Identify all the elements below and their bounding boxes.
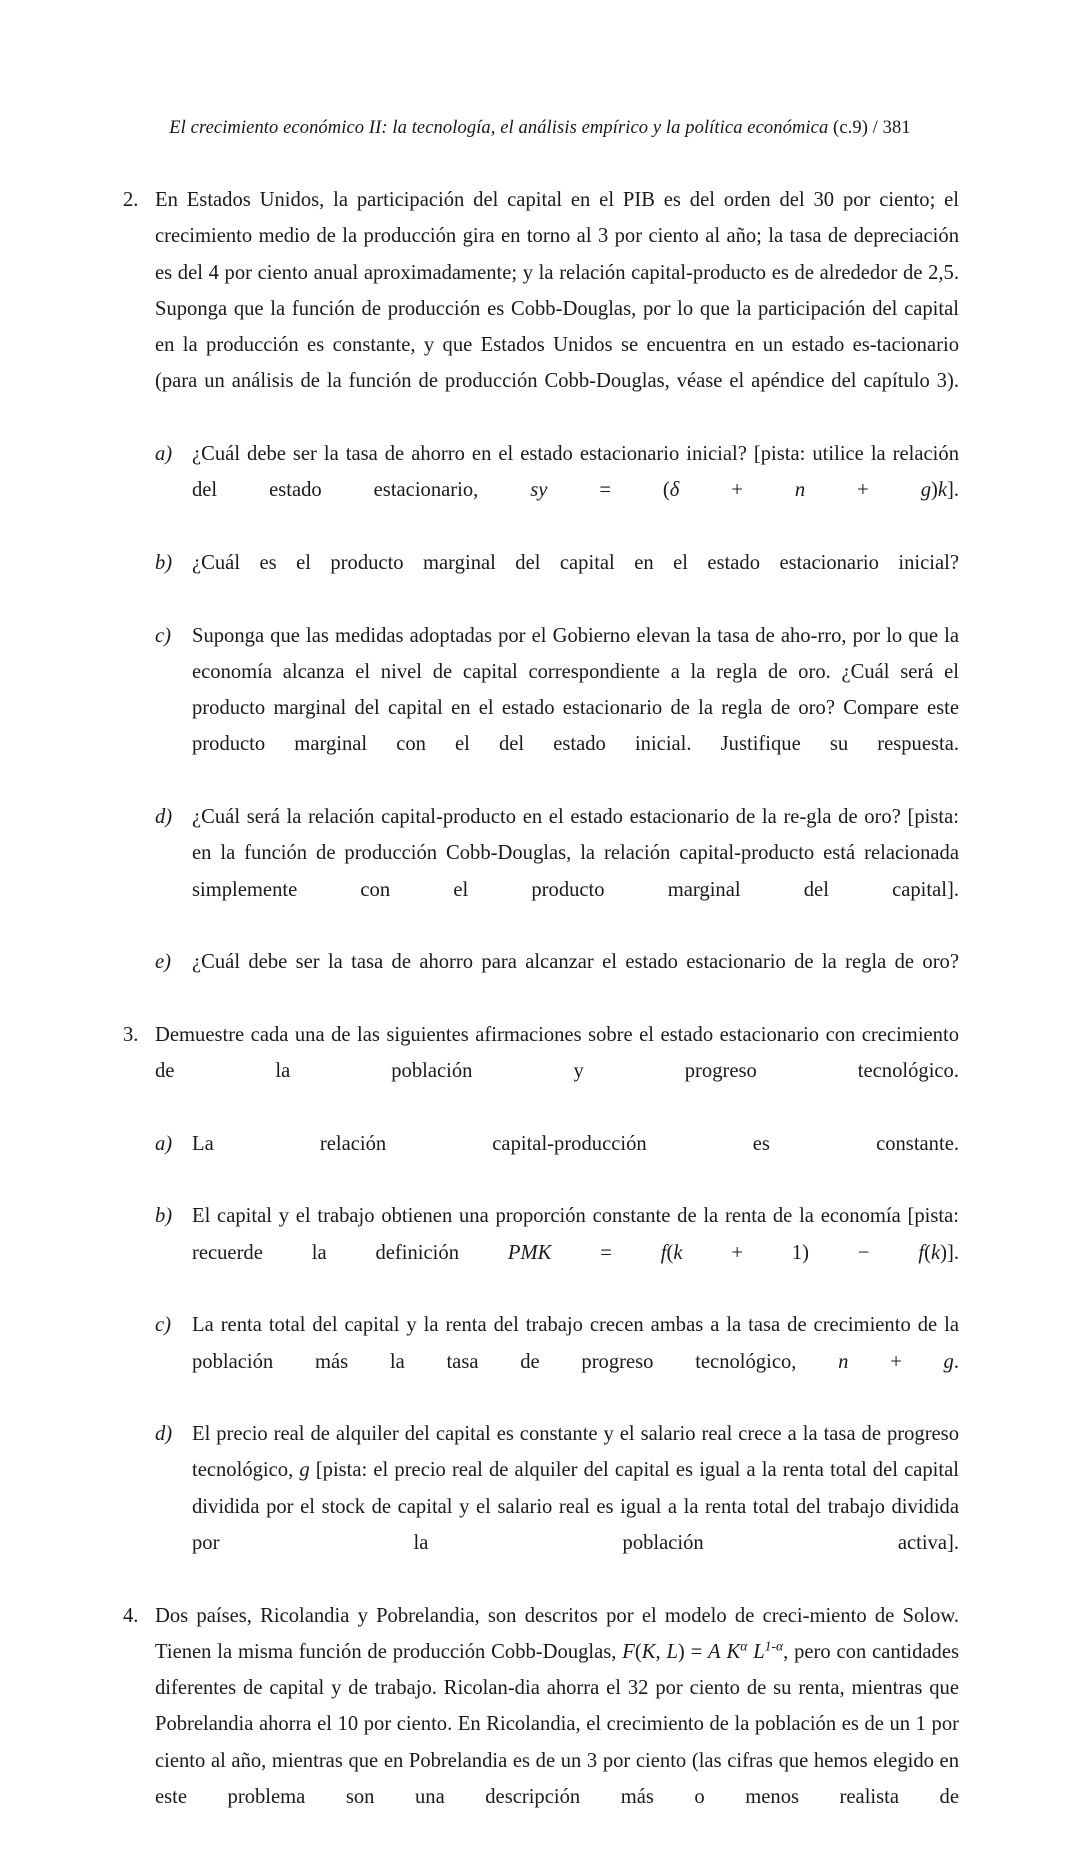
subitem-marker: c)	[155, 1314, 171, 1337]
formula-variable: g	[920, 479, 931, 502]
exercise-subitem	[155, 944, 959, 1017]
exercise-item	[123, 182, 959, 436]
subitem-content	[192, 618, 959, 799]
formula-operator: )	[940, 1241, 947, 1264]
subitem-paragraph: ¿Cuál es el producto marginal del capital en el estado estacionario inicial?	[192, 551, 959, 574]
formula-variable: k	[937, 479, 947, 502]
formula-variable: f	[660, 1241, 667, 1264]
formula-variable: A	[708, 1640, 721, 1663]
subitem-text-post: [pista: el precio real de alquiler del capital es igual a la renta total del capital dividida por el stock de capital y el salario real es igual a la renta total del trabajo dividida por la población activa].	[192, 1459, 959, 1554]
subitem-paragraph: ¿Cuál debe ser la tasa de ahorro para alcanzar el estado estacionario de la regla de oro?	[192, 951, 959, 974]
formula-operator: +	[848, 1350, 944, 1373]
formula-operator: +	[805, 479, 921, 502]
exercise-item	[123, 1598, 959, 1852]
item-content	[155, 1598, 959, 1852]
subitem-marker: a)	[155, 1132, 173, 1155]
item-paragraph	[155, 1598, 959, 1852]
formula-variable: K	[726, 1640, 741, 1663]
subitem-content	[192, 944, 959, 1017]
subitem-content	[192, 545, 959, 618]
formula-variable: F	[622, 1640, 635, 1663]
formula-operator: +	[679, 479, 795, 502]
exercise-subitem	[155, 1198, 959, 1307]
subitem-marker: d)	[155, 806, 173, 829]
formula-variable: L	[753, 1640, 765, 1663]
subitem-marker: c)	[155, 624, 171, 647]
item-marker: 2.	[123, 189, 139, 211]
subitem-content	[192, 799, 959, 944]
subitem-content	[192, 1307, 959, 1416]
formula-variable: n	[838, 1350, 849, 1373]
formula-operator: )	[930, 479, 938, 502]
subitem-text-post: .	[953, 1350, 959, 1373]
subitem-content	[192, 436, 959, 545]
formula-exponent: 1-α	[764, 1638, 784, 1654]
running-head-folio: (c.9) / 381	[828, 118, 911, 138]
formula-variable: δ	[669, 479, 680, 502]
formula-variable: K	[641, 1640, 656, 1663]
item-paragraph: Demuestre cada una de las siguientes afirmaciones sobre el estado estacionario con crecimiento de la población y progreso tecnológico.	[155, 1023, 959, 1083]
subitem-content	[192, 1126, 959, 1199]
subitem-paragraph	[192, 1416, 959, 1597]
exercise-subitem	[155, 1307, 959, 1416]
exercise-subitem	[155, 618, 959, 799]
subitem-paragraph: Suponga que las medidas adoptadas por el Gobierno elevan la tasa de aho-rro, por lo que la economía alcanza el nivel de capital correspondiente a la regla de oro. ¿Cuál será el producto marginal del capital en el estado estacionario de la regla de oro? Compare este producto marginal con el del estado inicial. Justifique su respuesta.	[192, 624, 959, 756]
formula-variable: g	[299, 1459, 310, 1482]
formula-variable: k	[931, 1241, 941, 1264]
formula-operator: (	[634, 1640, 642, 1663]
exercise-item	[123, 1017, 959, 1126]
formula-variable: L	[666, 1640, 678, 1663]
item-content	[155, 182, 959, 436]
subitem-content	[192, 1416, 959, 1597]
formula-operator: )	[677, 1640, 685, 1663]
formula-operator: (	[666, 1241, 674, 1264]
exercise-subitem	[155, 1416, 959, 1597]
formula-operator: =	[684, 1640, 709, 1663]
subitem-paragraph	[192, 436, 959, 545]
subitem-paragraph	[192, 1307, 959, 1416]
subitem-text-pre: El capital y el trabajo obtienen una proporción constante de la renta de la economía [pista: recuerde la definición	[192, 1205, 959, 1264]
subitem-content	[192, 1198, 959, 1307]
subitem-marker: e)	[155, 951, 171, 974]
exercise-list	[123, 182, 959, 1852]
subitem-text-pre: La renta total del capital y la renta del trabajo crecen ambas a la tasa de crecimiento de la población más la tasa de progreso tecnológico,	[192, 1314, 959, 1373]
formula-variable: f	[918, 1241, 925, 1264]
subitem-marker: b)	[155, 1205, 173, 1228]
formula-operator: (	[924, 1241, 931, 1264]
subitem-marker: b)	[155, 551, 173, 574]
subitem-marker: d)	[155, 1423, 173, 1446]
subitem-paragraph: ¿Cuál será la relación capital-producto en el estado estacionario de la re-gla de oro? [pista: en la función de producción Cobb-Douglas, la relación capital-producto está relacionada simplemente con el producto marginal del capital].	[192, 806, 959, 901]
item-content	[155, 1017, 959, 1126]
item-text-pre: Dos países, Ricolandia y Pobrelandia, son descritos por el modelo de creci-miento de Solow. Tienen la misma función de producción Cobb-Douglas,	[155, 1604, 959, 1663]
subitem-text-pre: El precio real de alquiler del capital es constante y el salario real crece a la tasa de progreso tecnológico,	[192, 1423, 959, 1482]
running-head	[0, 118, 1080, 139]
formula-variable: sy	[530, 479, 548, 502]
item-paragraph: En Estados Unidos, la participación del capital en el PIB es del orden del 30 por ciento; el crecimiento medio de la producción gira en torno al 3 por ciento al año; la tasa de depreciación es del 4 por ciento anual aproximadamente; y la relación capital-producto es de alrededor de 2,5. Suponga que la función de producción es Cobb-Douglas, por lo que la participación del capital en la producción es constante, y que Estados Unidos se encuentra en un estado es-tacionario (para un análisis de la función de producción Cobb-Douglas, véase el apéndice del capítulo 3).	[155, 189, 959, 393]
running-head-title: El crecimiento económico II: la tecnología, el análisis empírico y la política económica	[169, 118, 829, 138]
subitem-text-post: ].	[947, 1241, 960, 1264]
subitem-text-pre: ¿Cuál debe ser la tasa de ahorro en el estado estacionario inicial? [pista: utilice la relación del estado estacionario,	[192, 443, 959, 502]
formula-variable: g	[943, 1350, 954, 1373]
exercise-subitem	[155, 545, 959, 618]
item-marker: 3.	[123, 1023, 139, 1046]
subitem-text-post: ].	[946, 479, 959, 502]
item-text-post: , pero con cantidades diferentes de capital y de trabajo. Ricolan-dia ahorra el 32 por ciento de su renta, mientras que Pobrelandia ahorra el 10 por ciento. En Ricolandia, el crecimiento de la población es de un 1 por ciento al año, mientras que en Pobrelandia es de un 3 por ciento (las cifras que hemos elegido en este problema son una descripción más o menos realista de	[155, 1640, 959, 1809]
formula-variable: k	[673, 1241, 683, 1264]
item-marker: 4.	[123, 1604, 139, 1627]
exercise-subitem	[155, 1126, 959, 1199]
formula-exponent: α	[740, 1638, 748, 1654]
formula-variable: PMK	[507, 1241, 552, 1264]
formula-operator: = (	[547, 479, 670, 502]
subitem-paragraph: La relación capital-producción es constante.	[192, 1132, 959, 1155]
subitem-paragraph	[192, 1198, 959, 1307]
exercise-subitem	[155, 436, 959, 545]
formula-variable: n	[794, 479, 806, 502]
formula-operator: + 1) −	[682, 1241, 919, 1264]
exercise-subitem	[155, 799, 959, 944]
subitem-marker: a)	[155, 443, 173, 466]
formula-operator: =	[551, 1241, 661, 1264]
formula-operator: ,	[655, 1640, 667, 1663]
